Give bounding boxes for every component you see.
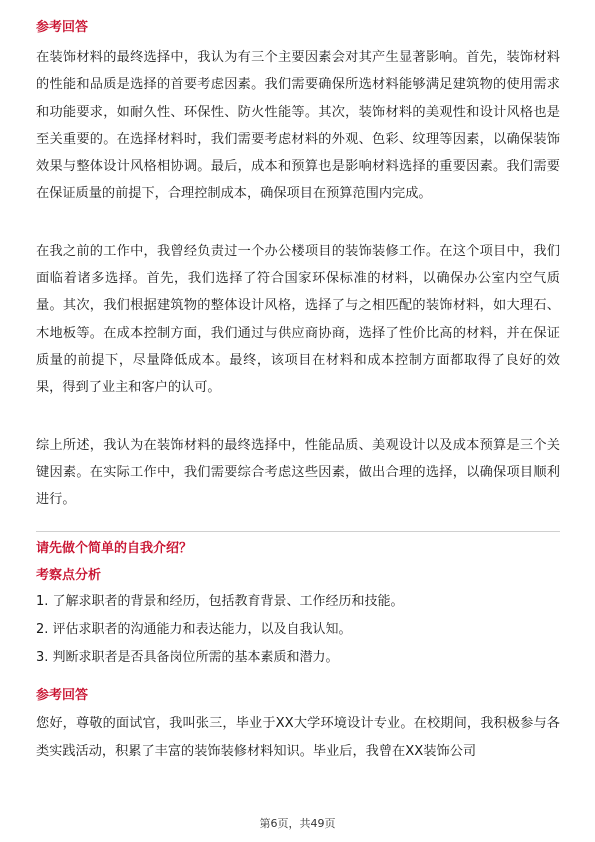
answer-paragraph-3: 综上所述，我认为在装饰材料的最终选择中，性能品质、美观设计以及成本预算是三个关键因素。在实际工作中，我们需要综合考虑这些因素，做出合理的选择，以确保项目顺利进行。 [36,437,560,508]
paragraph-spacer [36,402,560,432]
reference-answer-heading-2: 参考回答 [36,688,89,704]
section-divider [36,531,560,532]
analysis-item-3: 3. 判断求职者是否具备岗位所需的基本素质和潜力。 [36,650,339,666]
page-number-footer: 第6页，共49页 [259,817,336,830]
analysis-item-1: 1. 了解求职者的背景和经历，包括教育背景、工作经历和技能。 [36,594,404,610]
page-content [36,18,560,765]
answer-paragraph-2: 在我之前的工作中，我曾经负责过一个办公楼项目的装饰装修工作。在这个项目中，我们面临着诸多选择。首先，我们选择了符合国家环保标准的材料，以确保办公室内空气质量。其次，我们根据建筑物的整体设计风格，选择了与之相匹配的装饰材料，如大理石、木地板等。在成本控制方面，我们通过与供应商协商，选择了性价比高的材料，并在保证质量的前提下，尽量降低成本。最终，该项目在材料和成本控制方面都取得了良好的效果，得到了业主和客户的认可。 [36,243,560,396]
self-intro-answer: 您好，尊敬的面试官，我叫张三，毕业于XX大学环境设计专业。在校期间，我积极参与各类实践活动，积累了丰富的装饰装修材料知识。毕业后，我曾在XX装饰公司 [36,716,560,759]
analysis-heading: 考察点分析 [36,568,102,584]
answer-paragraph-1: 在装饰材料的最终选择中，我认为有三个主要因素会对其产生显著影响。首先，装饰材料的性能和品质是选择的首要考虑因素。我们需要确保所选材料能够满足建筑物的使用需求和功能要求，如耐久性、环保性、防火性能等。其次，装饰材料的美观性和设计风格也是至关重要的。在选择材料时，我们需要考虑材料的外观、色彩、纹理等因素，以确保装饰效果与整体设计风格相协调。最后，成本和预算也是影响材料选择的重要因素。我们需要在保证质量的前提下，合理控制成本，确保项目在预算范围内完成。 [36,50,560,202]
interview-question: 请先做个简单的自我介绍？ [36,541,193,557]
analysis-list [36,588,560,672]
reference-answer-heading: 参考回答 [36,20,89,35]
paragraph-spacer [36,208,560,238]
analysis-item-2: 2. 评估求职者的沟通能力和表达能力，以及自我认知。 [36,622,352,638]
